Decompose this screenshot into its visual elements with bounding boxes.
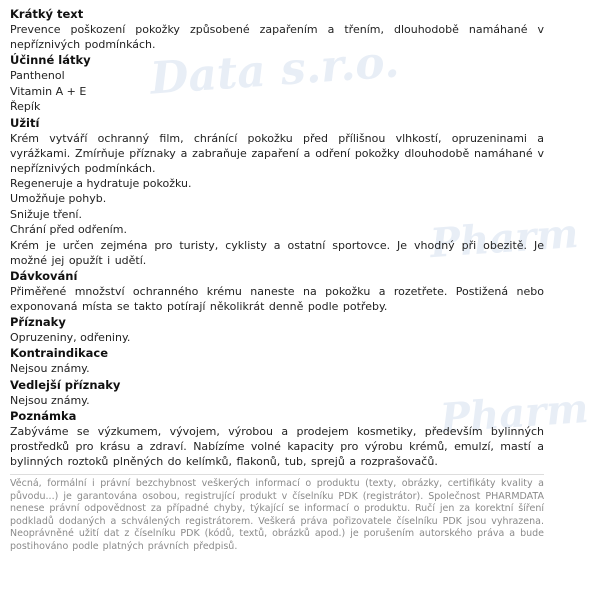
divider (10, 474, 544, 475)
section-text: Zabýváme se výzkumem, vývojem, výrobou a prodejem kosmetiky, především bylinných prostředků pro krásu a zdraví. Nabízíme volné kapacity pro výrobu krémů, emulzí, mastí a bylinných roztoků plněných do kelímků, flakonů, tub, sprejů a rozprašovačů. (10, 425, 544, 468)
section-heading: Vedlejší příznaky (10, 377, 121, 392)
section-text: Nejsou známy. (10, 362, 90, 375)
watermark-pharm: Pharm (438, 384, 590, 443)
legal-disclaimer: Věcná, formální i právní bezchybnost veškerých informací o produktu (texty, obrázky, certifikáty kvality a původu...) je garantována osobou, registrující produkt v číselníku PDK (registrátor). Společnost PHARMDATA nenese právní odpovědnost za případné chyby, týkající se informací o produktu. Ručí jen za korektní šíření podkladů dodaných a schválených registrátorem. Veškerá práva pořizovatele číselníku PDK jsou vyhrazena. Neoprávněné užití dat z číselníku PDK (kódů, textů, obrázků apod.) je porušením autorského práva a bude postihováno podle platných právních předpisů. (10, 478, 544, 552)
section-active-ingredients (10, 52, 544, 115)
section-text: Opruzeniny, odřeniny. (10, 330, 131, 344)
ingredient-item: Vitamin A + E (10, 84, 87, 98)
ingredient-item: Řepík (10, 100, 41, 113)
section-short-text (10, 6, 544, 52)
section-text: Přiměřené množství ochranného krému naneste na pokožku a rozetřete. Postižená nebo exponovaná místa se takto potírají několikrát denně podle potřeby. (10, 284, 544, 313)
ingredient-item: Panthenol (10, 69, 65, 82)
section-heading: Poznámka (10, 409, 77, 423)
watermark-data: Data s.r.o. (148, 36, 401, 105)
watermark-pharm: Pharm (428, 209, 580, 268)
section-text: Krém je určen zejména pro turisty, cyklisty a ostatní sportovce. Je vhodný při obezitě. Je možné jej opužít i udětí. (10, 238, 544, 267)
section-heading: Kontraindikace (10, 346, 109, 360)
section-symptoms (10, 314, 544, 346)
usage-item: Chrání před odřením. (10, 223, 127, 236)
usage-item: Umožňuje pohyb. (10, 192, 107, 205)
section-heading: Příznaky (10, 314, 66, 329)
section-heading: Dávkování (10, 268, 78, 283)
section-text: Krém vytváří ochranný film, chránící pokožku před přílišnou vlhkostí, opruzeninami a vyrážkami. Zmírňuje příznaky a zabraňuje zapaření a odření pokožky dlouhodobě namáhané v nepříznivých podmínkách. (10, 131, 544, 175)
usage-item: Snižuje tření. (10, 207, 82, 221)
section-side-effects (10, 377, 544, 409)
section-dosage (10, 268, 544, 314)
section-heading: Užití (10, 115, 40, 130)
section-text: Prevence poškození pokožky způsobené zapařením a třením, dlouhodobě namáhané v nepříznivých podmínkách. (10, 23, 544, 51)
section-note (10, 408, 544, 469)
section-contraindications (10, 345, 544, 377)
section-text: Nejsou známy. (10, 393, 90, 407)
section-usage (10, 115, 544, 268)
section-heading: Krátký text (10, 7, 84, 21)
usage-item: Regeneruje a hydratuje pokožku. (10, 176, 192, 190)
section-heading: Účinné látky (10, 53, 91, 67)
